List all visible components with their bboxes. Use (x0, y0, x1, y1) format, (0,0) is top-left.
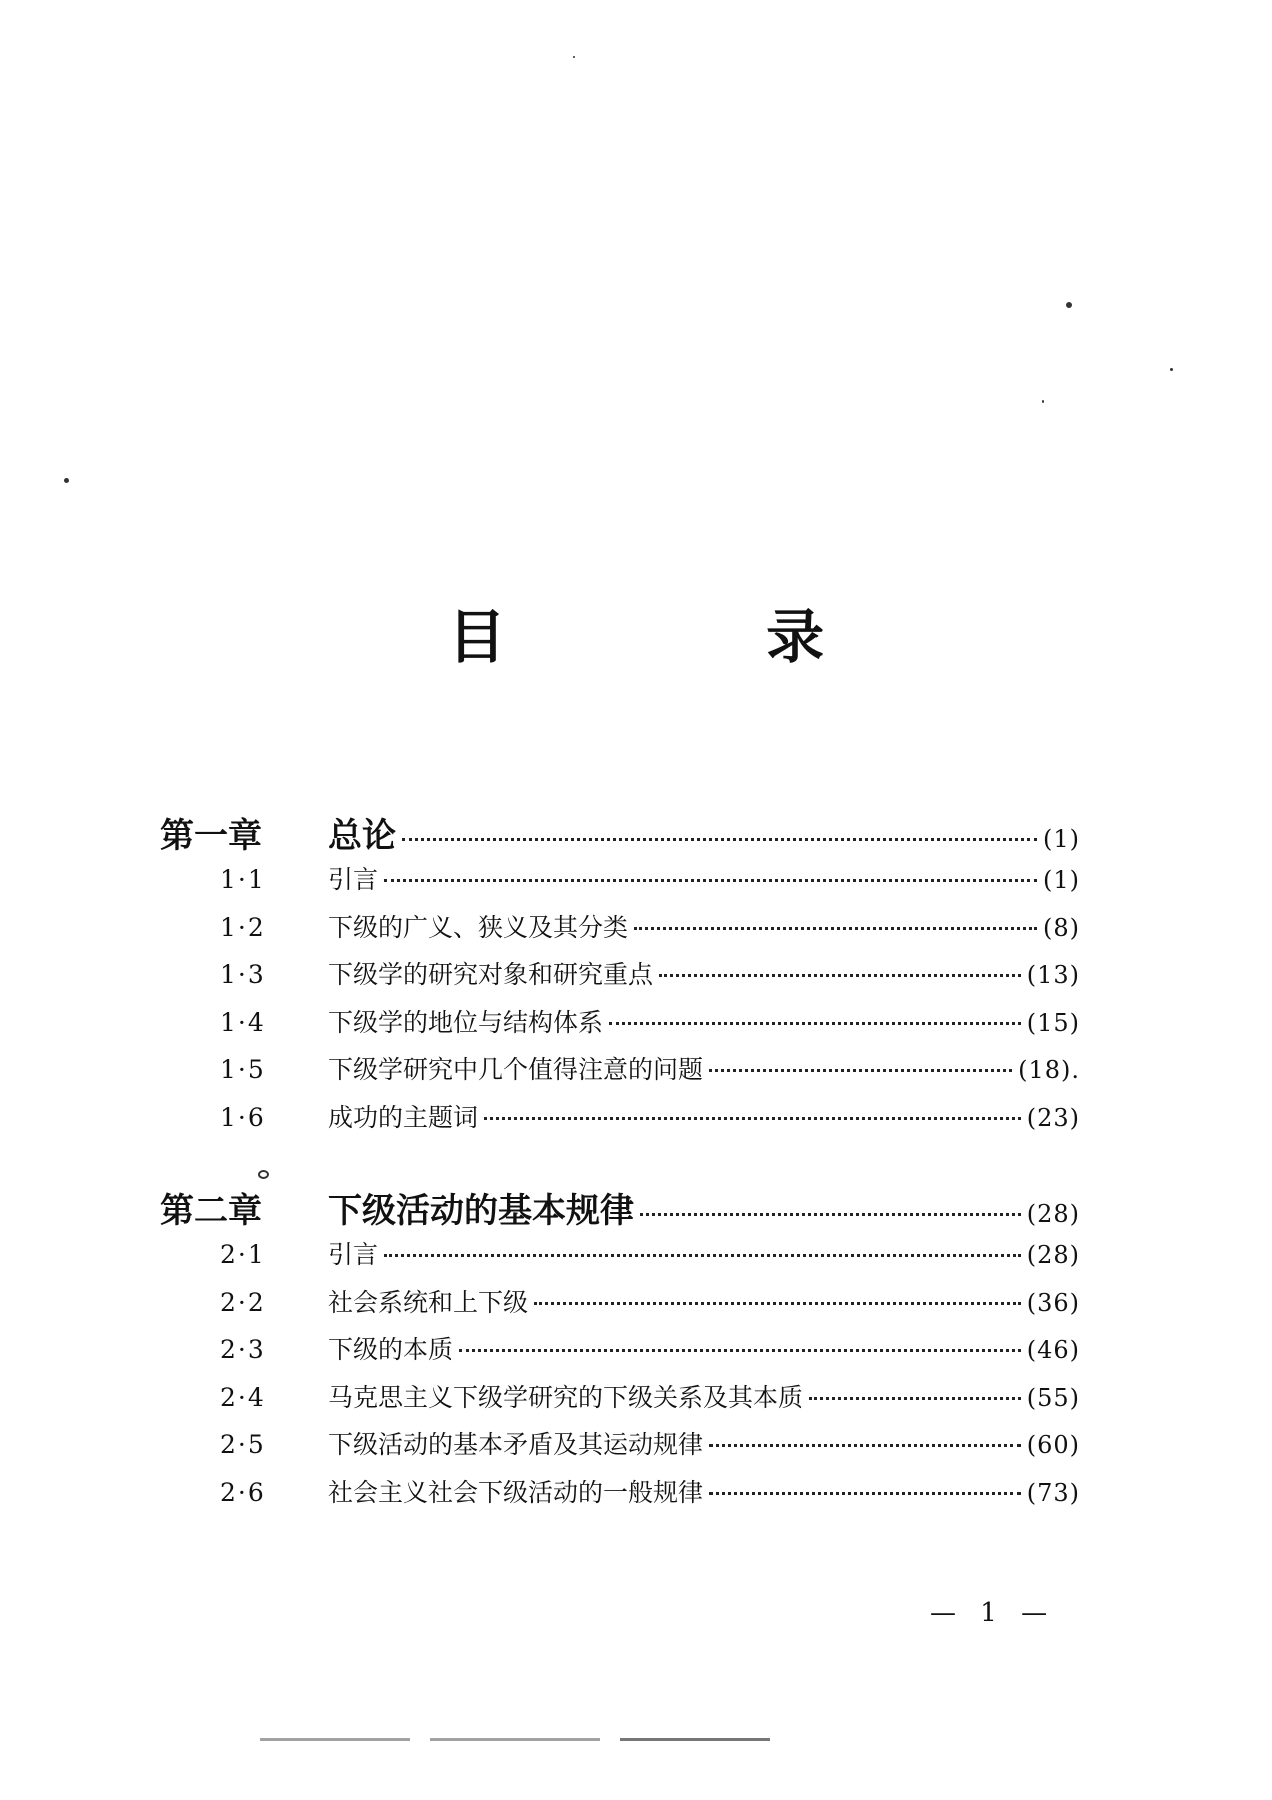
scan-speck (258, 1170, 269, 1179)
page-title: 目 录 (447, 603, 945, 671)
section-number: 1·2 (220, 912, 266, 942)
section-number: 2·5 (220, 1430, 266, 1459)
dot-leader (634, 927, 1037, 930)
scan-artifact (260, 1738, 410, 1741)
dot-leader (709, 1492, 1021, 1495)
section-number: 2·2 (220, 1287, 266, 1317)
section-title: 马克思主义下级学研究的下级关系及其本质 (328, 1382, 804, 1412)
page-number: (60) (1026, 1431, 1080, 1459)
toc-chapter-1[interactable] (160, 808, 1080, 860)
scan-speck (1042, 400, 1044, 403)
page-number: (1) (1043, 825, 1080, 853)
section-title: 社会主义社会下级活动的一般规律 (328, 1477, 704, 1507)
page-number: (13) (1026, 961, 1080, 989)
section-number: 1·3 (220, 960, 266, 989)
page-number: (73) (1026, 1478, 1080, 1507)
section-title: 引言 (328, 1240, 379, 1269)
section-title: 社会系统和上下级 (328, 1287, 529, 1317)
page-number: (1) (1043, 866, 1080, 894)
table-of-contents (160, 808, 1080, 1520)
page-number: (8) (1043, 913, 1080, 942)
toc-section-1-6[interactable] (160, 1098, 1080, 1146)
page-number: (15) (1026, 1008, 1080, 1037)
toc-section-1-1[interactable] (160, 860, 1080, 908)
section-number: 2·1 (220, 1240, 266, 1269)
dot-leader (384, 879, 1037, 882)
scan-artifact (430, 1738, 600, 1741)
page-number: (36) (1026, 1288, 1080, 1317)
chapter-number: 第二章 (160, 1191, 262, 1231)
section-number: 1·4 (220, 1007, 266, 1037)
page-number: (46) (1026, 1336, 1080, 1364)
toc-section-2-4[interactable] (160, 1378, 1080, 1426)
section-title: 成功的主题词 (328, 1102, 479, 1132)
section-title: 下级学的地位与结构体系 (328, 1007, 604, 1037)
chapter-title: 下级活动的基本规律 (328, 1191, 634, 1231)
dot-leader (640, 1213, 1021, 1216)
toc-section-1-3[interactable] (160, 955, 1080, 1003)
dot-leader (709, 1069, 1012, 1072)
section-number: 2·6 (220, 1477, 266, 1507)
toc-section-1-2[interactable] (160, 908, 1080, 956)
page-number: (23) (1026, 1103, 1080, 1132)
toc-section-2-5[interactable] (160, 1425, 1080, 1473)
dot-leader (659, 974, 1021, 977)
toc-section-2-2[interactable] (160, 1283, 1080, 1331)
section-title: 下级的广义、狭义及其分类 (328, 912, 629, 942)
page-number: (28) (1026, 1241, 1080, 1269)
scan-speck (1066, 302, 1072, 308)
toc-section-2-1[interactable] (160, 1235, 1080, 1283)
toc-section-1-5[interactable] (160, 1050, 1080, 1098)
toc-section-2-3[interactable] (160, 1330, 1080, 1378)
dot-leader (709, 1444, 1021, 1447)
scan-speck (573, 56, 575, 58)
page-number: (28) (1026, 1200, 1080, 1228)
section-number: 2·4 (220, 1382, 266, 1412)
toc-section-2-6[interactable] (160, 1473, 1080, 1521)
dot-leader (809, 1397, 1021, 1400)
dot-leader (534, 1302, 1021, 1305)
toc-section-1-4[interactable] (160, 1003, 1080, 1051)
dot-leader (384, 1254, 1021, 1257)
dot-leader (459, 1349, 1021, 1352)
section-number: 1·1 (220, 865, 266, 894)
section-title: 下级学研究中几个值得注意的问题 (328, 1055, 704, 1084)
page-number: (18). (1018, 1056, 1080, 1084)
dot-leader (484, 1117, 1021, 1120)
page-number: (55) (1026, 1383, 1080, 1412)
chapter-title: 总论 (328, 816, 396, 856)
scan-speck (1170, 368, 1173, 371)
section-number: 1·6 (220, 1102, 266, 1132)
section-title: 下级学的研究对象和研究重点 (328, 960, 654, 989)
toc-chapter-2[interactable] (160, 1183, 1080, 1235)
section-title: 引言 (328, 865, 379, 894)
section-number: 2·3 (220, 1335, 266, 1364)
chapter-number: 第一章 (160, 816, 262, 856)
dot-leader (609, 1022, 1021, 1025)
section-title: 下级活动的基本矛盾及其运动规律 (328, 1430, 704, 1459)
page-folio: — 1 — (930, 1598, 1056, 1628)
section-number: 1·5 (220, 1055, 266, 1084)
chapter-spacer (160, 1145, 1080, 1183)
scan-artifact (620, 1738, 770, 1741)
dot-leader (402, 838, 1037, 841)
section-title: 下级的本质 (328, 1335, 454, 1364)
scan-speck (64, 478, 69, 483)
